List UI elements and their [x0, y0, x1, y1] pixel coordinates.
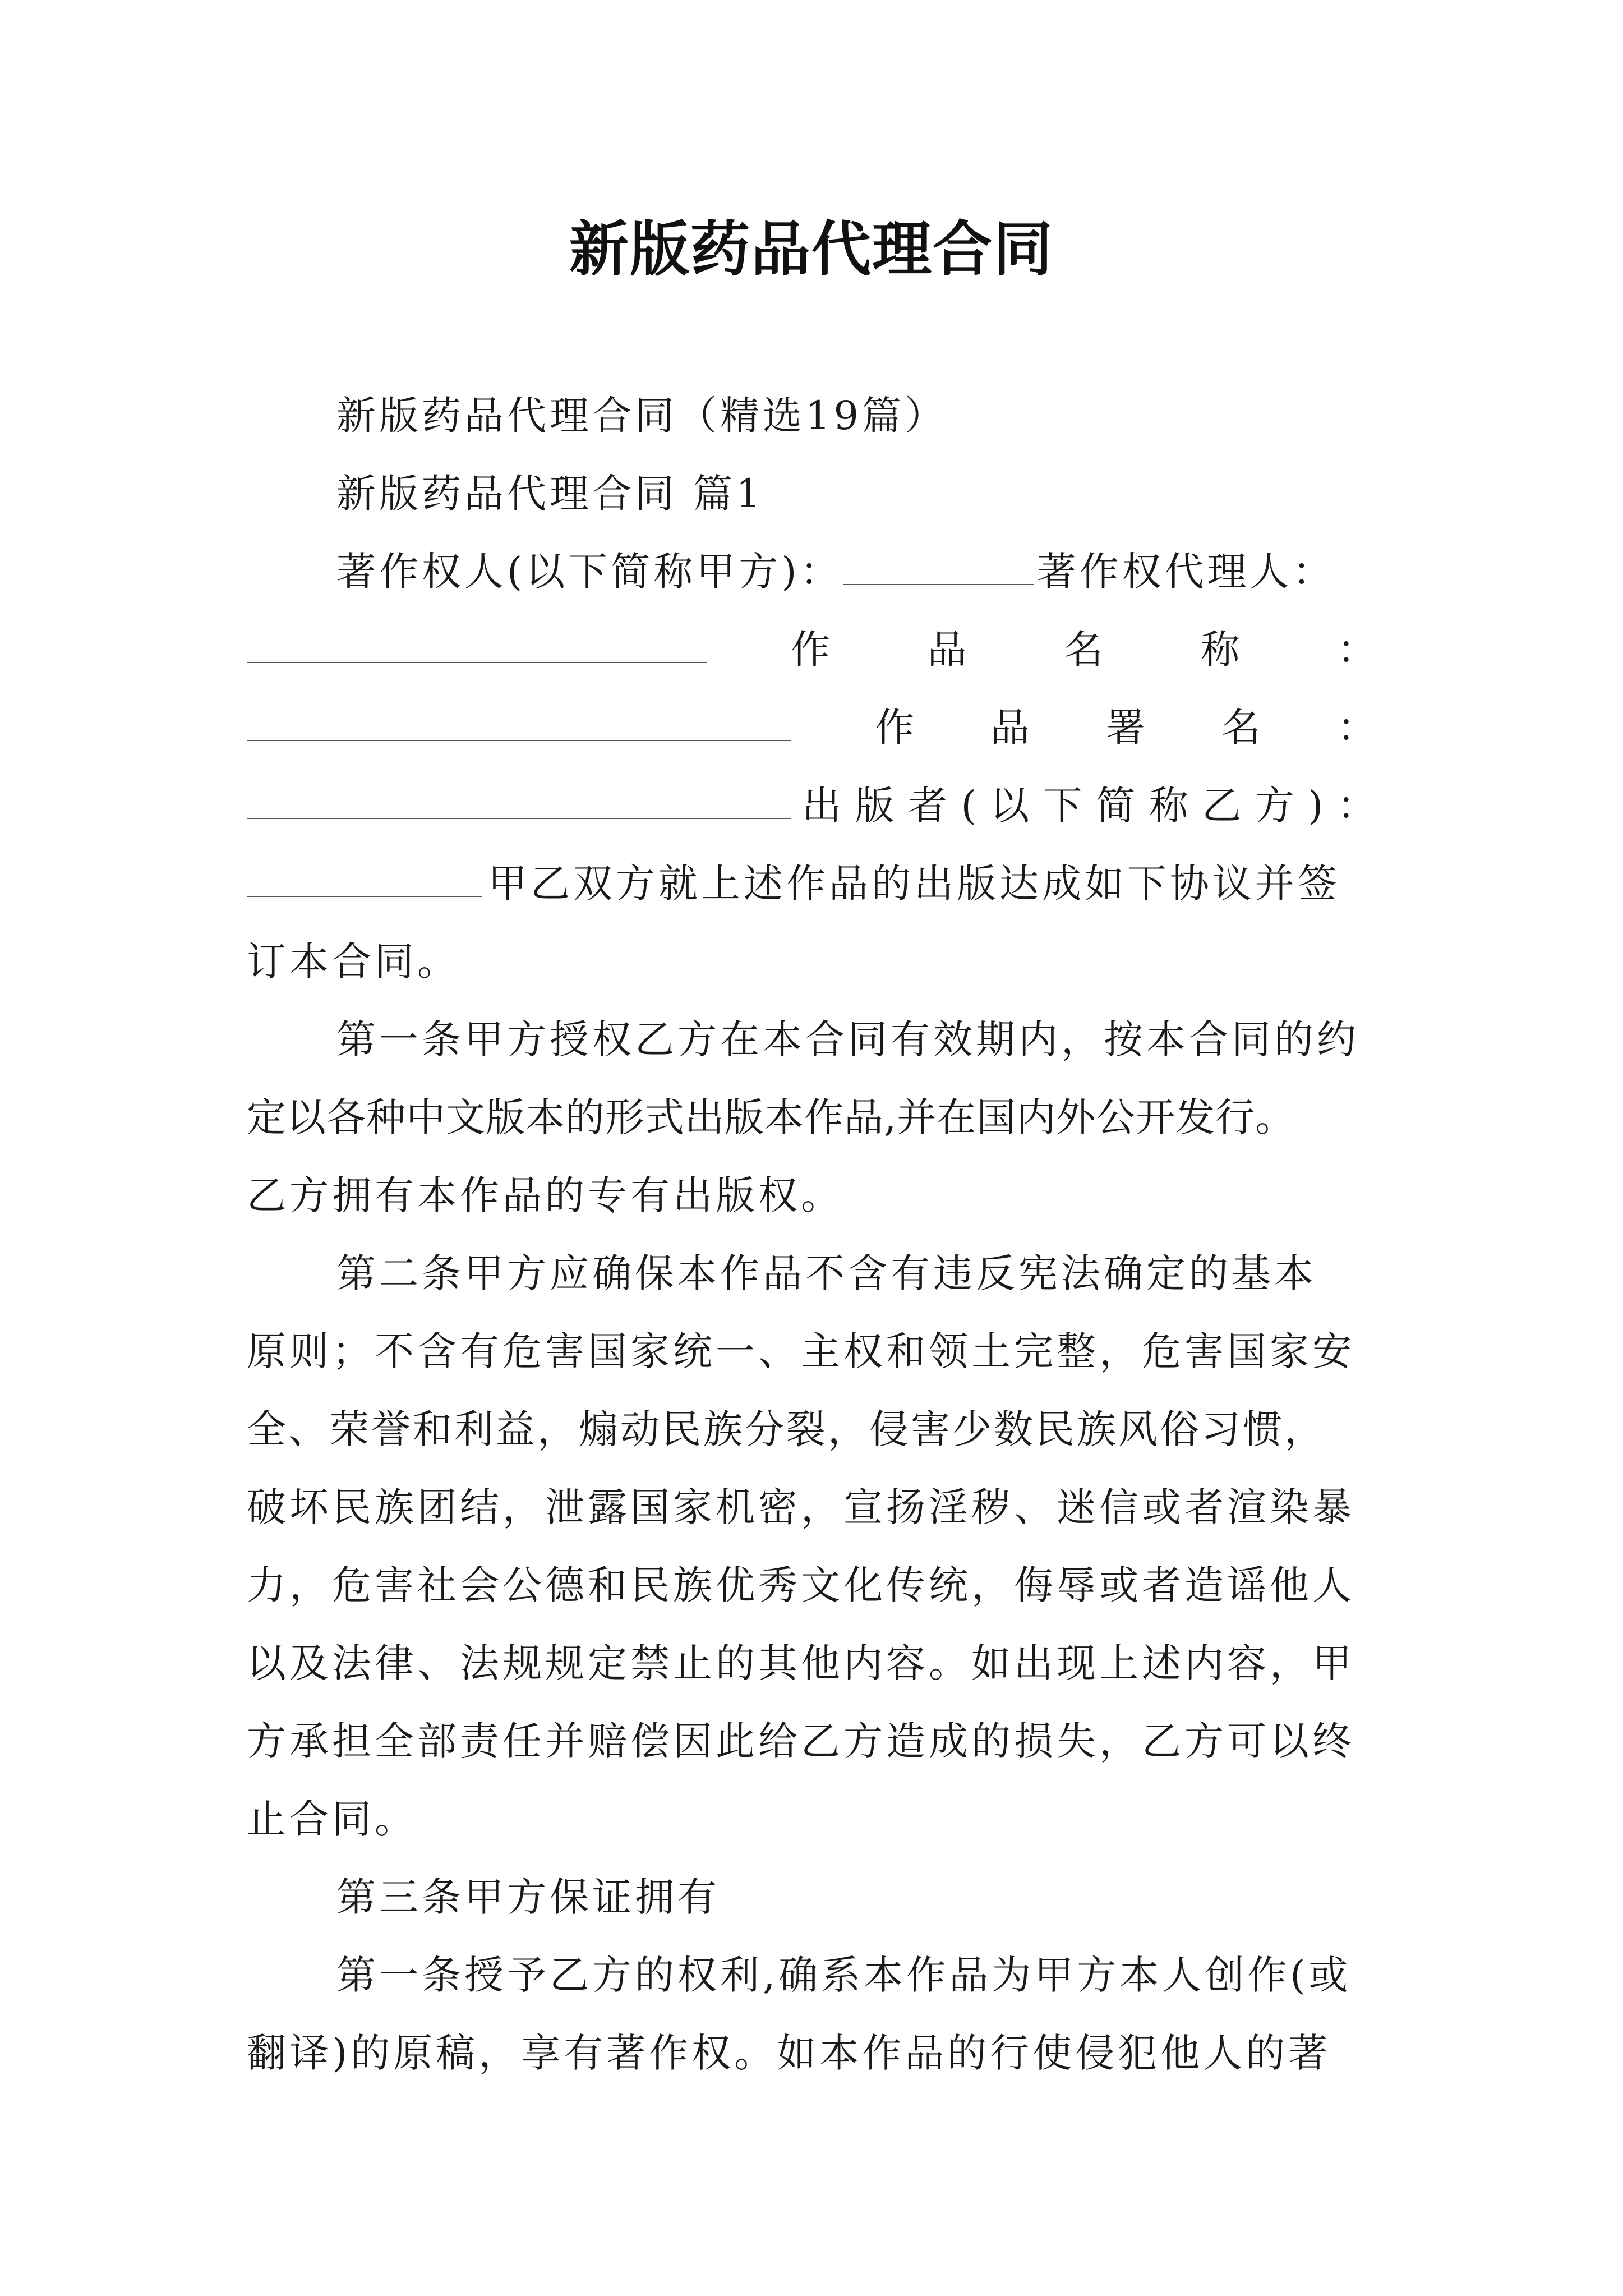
author-blank	[843, 546, 1034, 585]
art2-line-2: 原则；不含有危害国家统一、主权和领土完整，危害国家安	[247, 1328, 1355, 1374]
publisher-char: 版	[855, 783, 898, 829]
work-sign-char: 作	[875, 705, 917, 751]
publisher-char: 者	[907, 783, 951, 829]
work-name-char: 称	[1200, 627, 1243, 673]
intro-end: 订本合同。	[247, 938, 460, 984]
intro-line	[247, 845, 1380, 923]
publisher-char: 方	[1255, 783, 1298, 829]
author-line	[247, 533, 1380, 611]
art2-line-3: 全、荣誉和利益，煽动民族分裂，侵害少数民族风俗习惯，	[247, 1406, 1326, 1452]
document-subtitle: 新版药品代理合同（精选19篇）	[336, 393, 948, 439]
work-name-char: ：	[1337, 627, 1380, 673]
publisher-char: 简	[1096, 783, 1139, 829]
work-name-char: 作	[791, 627, 833, 673]
intro-tail: 甲乙双方就上述作品的出版达成如下协议并签	[488, 861, 1340, 907]
art3-line-2: 翻译)的原稿，享有著作权。如本作品的行使侵犯他人的著	[247, 2030, 1331, 2076]
work-sign-char: 名	[1221, 705, 1264, 751]
work-sign-blank	[247, 780, 791, 819]
publisher-line	[247, 767, 1380, 845]
publisher-label	[802, 767, 1380, 845]
publisher-char: 乙	[1202, 783, 1245, 829]
work-name-char: 品	[927, 627, 970, 673]
publisher-char: )	[1308, 783, 1327, 829]
work-name-label	[791, 611, 1380, 689]
art2-line-7: 方承担全部责任并赔偿因此给乙方造成的损失，乙方可以终	[247, 1718, 1355, 1764]
art3-heading: 第三条甲方保证拥有	[336, 1874, 720, 1920]
agent-label: 著作权代理人：	[1036, 549, 1335, 595]
work-sign-char: 署	[1106, 705, 1149, 751]
art2-line-8: 止合同。	[247, 1796, 417, 1842]
publisher-char: 以	[990, 783, 1033, 829]
publisher-char: ：	[1336, 783, 1380, 829]
publisher-blank	[247, 858, 482, 897]
document-title: 新版药品代理合同	[569, 214, 1054, 284]
publisher-char: (	[961, 783, 980, 829]
work-sign-line	[247, 689, 1380, 767]
publisher-char: 下	[1043, 783, 1086, 829]
art1-line-1: 第一条甲方授权乙方在本合同有效期内，按本合同的约	[336, 1016, 1359, 1062]
work-sign-label	[875, 689, 1380, 767]
art1-line-3: 乙方拥有本作品的专有出版权。	[247, 1172, 843, 1218]
publisher-char: 出	[802, 783, 845, 829]
work-name-line	[247, 611, 1380, 689]
work-name-char: 名	[1064, 627, 1106, 673]
art3-line-1: 第一条授予乙方的权利,确系本作品为甲方本人创作(或	[336, 1952, 1352, 1998]
part-heading: 新版药品代理合同 篇1	[336, 471, 764, 517]
agent-blank	[247, 624, 707, 663]
author-label: 著作权人(以下简称甲方)：	[336, 549, 843, 595]
art2-line-6: 以及法律、法规规定禁止的其他内容。如出现上述内容，甲	[247, 1640, 1355, 1686]
art2-line-4: 破坏民族团结，泄露国家机密，宣扬淫秽、迷信或者渲染暴	[247, 1484, 1355, 1530]
document-body	[247, 377, 1380, 2092]
art2-line-5: 力，危害社会公德和民族优秀文化传统，侮辱或者造谣他人	[247, 1562, 1355, 1608]
art1-line-2: 定以各种中文版本的形式出版本作品,并在国内外公开发行。	[247, 1094, 1295, 1140]
work-sign-char: ：	[1337, 705, 1380, 751]
art2-line-1: 第二条甲方应确保本作品不含有违反宪法确定的基本	[336, 1250, 1317, 1296]
publisher-char: 称	[1149, 783, 1192, 829]
work-sign-char: 品	[990, 705, 1033, 751]
work-name-blank	[247, 702, 791, 741]
